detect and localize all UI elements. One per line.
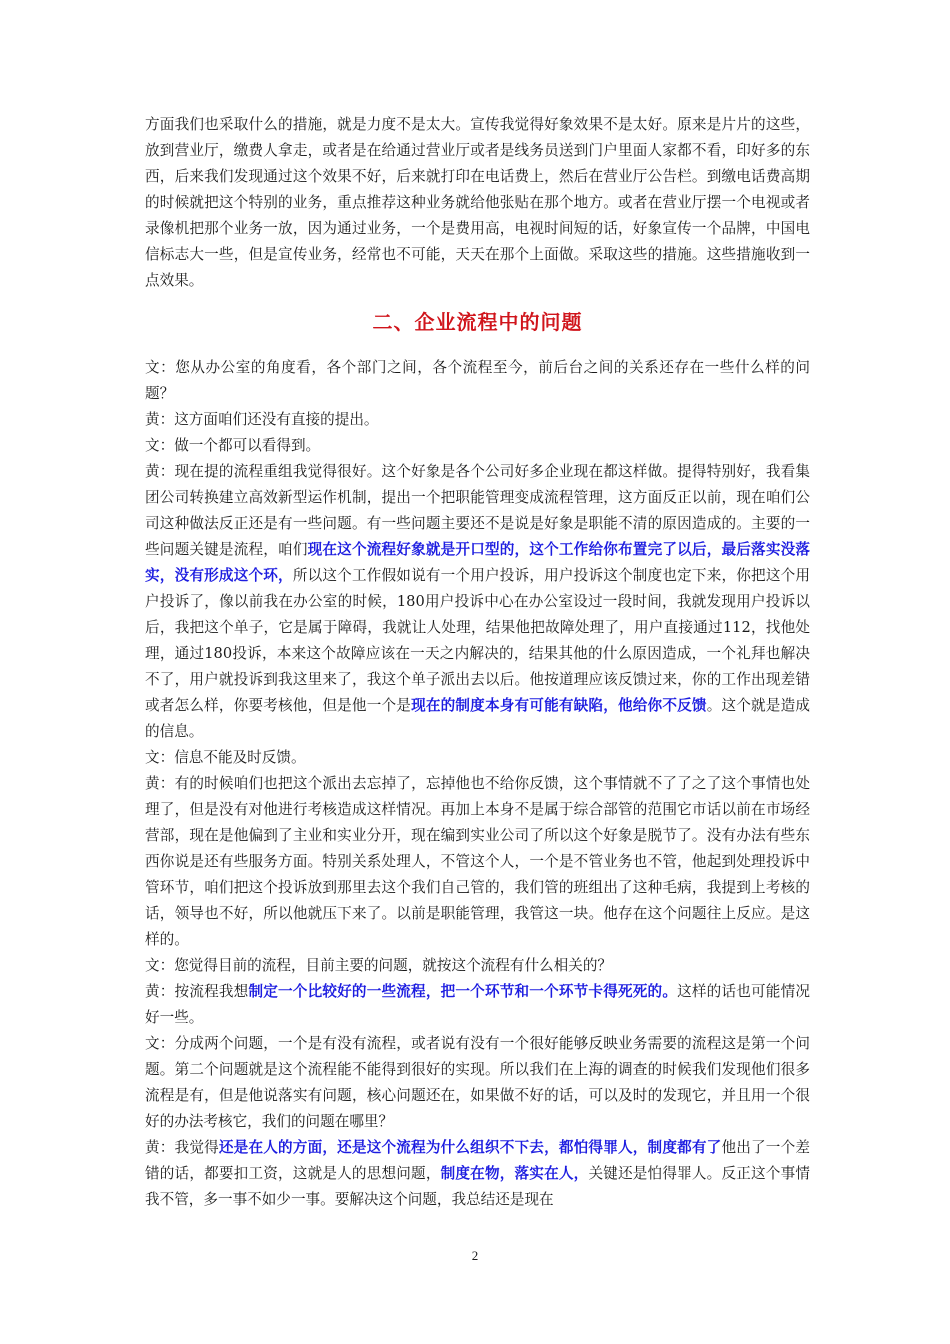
dialogue-line: 文：您从办公室的角度看，各个部门之间，各个流程至今，前后台之间的关系还存在一些什么样的问题？ — [145, 359, 810, 402]
text-run: 。这个就是造成的信息。 — [145, 697, 810, 740]
highlighted-text: 还是在人的方面，还是这个流程为什么组织不下去，都怕得罪人，制度都有了 — [218, 1139, 722, 1156]
highlighted-text: 制度在物，落实在人， — [440, 1165, 589, 1182]
text-run: 黄：我觉得 — [145, 1139, 219, 1156]
dialogue-line — [145, 979, 810, 1031]
text-run: 黄：现在提的流程重组我觉得很好。这个好象是各个公司好多企业现在都这样做。提得特别好，我看集团公司转换建立高效新型运作机制，提出一个把职能管理变成流程管理，这方面反正以前，现在咱们公司这种做法反正还是有一些问题。有一些问题主要还不是说是好象是职能不清的原因造成的。主要的一些问题关键是流程，咱们 — [145, 463, 810, 558]
intro-paragraph: 方面我们也采取什么的措施，就是力度不是太大。宣传我觉得好象效果不是太好。原来是片片的这些，放到营业厅，缴费人拿走，或者是在给通过营业厅或者是线务员送到门户里面人家都不看，印好多的东西，后来我们发现通过这个效果不好，后来就打印在电话费上，然后在营业厅公告栏。到缴电话费高期的时候就把这个特别的业务，重点推荐这种业务就给他张贴在那个地方。或者在营业厅摆一个电视或者录像机把那个业务一放，因为通过业务，一个是费用高，电视时间短的话，好象宣传一个品牌，中国电信标志大一些，但是宣传业务，经常也不可能，天天在那个上面做。采取这些的措施。这些措施收到一点效果。 — [145, 116, 810, 289]
text-run: 关键还是怕得罪人。反正这个事情我不管，多一事不如少一事。要解决这个问题，我总结还是现在 — [145, 1165, 810, 1208]
document-body — [145, 112, 810, 1213]
dialogue-line: 文：信息不能及时反馈。 — [145, 749, 306, 766]
dialogue-line: 文：您觉得目前的流程，目前主要的问题，就按这个流程有什么相关的？ — [145, 957, 613, 974]
dialogue-line — [145, 459, 810, 745]
text-run: 这样的话也可能情况好一些。 — [145, 983, 810, 1026]
page-number: 2 — [471, 1248, 479, 1263]
text-run: 所以这个工作假如说有一个用户投诉，用户投诉这个制度也定下来，你把这个用户投诉了，像以前我在办公室的时候，180用户投诉中心在办公室设过一段时间，我就发现用户投诉以后，我把这个单子，它是属于障碍，我就让人处理，结果他把故障处理了，用户直接通过112，找他处理，通过180投诉，本来这个故障应该在一天之内解决的，结果其他的什么原因造成，一个礼拜也解决不了，用户就投诉到我这里来了，我这个单子派出去以后。他按道理应该反馈过来，你的工作出现差错或者怎么样，你要考核他，但是他一个是 — [145, 567, 810, 714]
dialogue-line: 文：分成两个问题，一个是有没有流程，或者说有没有一个很好能够反映业务需要的流程这是第一个问题。第二个问题就是这个流程能不能得到很好的实现。所以我们在上海的调查的时候我们发现他们很多流程是有，但是他说落实有问题，核心问题还在，如果做不好的话，可以及时的发现它，并且用一个很好的办法考核它，我们的问题在哪里？ — [145, 1035, 810, 1130]
highlighted-text: 现在这个流程好象就是开口型的，这个工作给你布置完了以后，最后落实没落实，没有形成这个环， — [145, 541, 810, 584]
dialogue-line: 文：做一个都可以看得到。 — [145, 437, 321, 454]
dialogue-line — [145, 1135, 810, 1213]
highlighted-text: 制定一个比较好的一些流程，把一个环节和一个环节卡得死死的。 — [248, 983, 678, 1000]
text-run: 他出了一个差错的话，都要扣工资，这就是人的思想问题， — [145, 1139, 810, 1182]
dialogue-line: 黄：有的时候咱们也把这个派出去忘掉了，忘掉他也不给你反馈，这个事情就不了了之了这个事情也处理了，但是没有对他进行考核造成这样情况。再加上本身不是属于综合部管的范围它市话以前在市场经营部，现在是他偏到了主业和实业分开，现在编到实业公司了所以这个好象是脱节了。没有办法有些东西你说是还有些服务方面。特别关系处理人，不管这个人，一个是不管业务也不管，他起到处理投诉中管环节，咱们把这个投诉放到那里去这个我们自己管的，我们管的班组出了这种毛病，我提到上考核的话，领导也不好，所以他就压下来了。以前是职能管理，我管这一块。他存在这个问题往上反应。是这样的。 — [145, 775, 810, 948]
dialogue-line: 黄：这方面咱们还没有直接的提出。 — [145, 411, 379, 428]
section-heading: 二、企业流程中的问题 — [372, 310, 583, 334]
highlighted-text: 现在的制度本身有可能有缺陷，他给你不反馈 — [411, 697, 707, 714]
text-run: 黄：按流程我想 — [145, 983, 249, 1000]
